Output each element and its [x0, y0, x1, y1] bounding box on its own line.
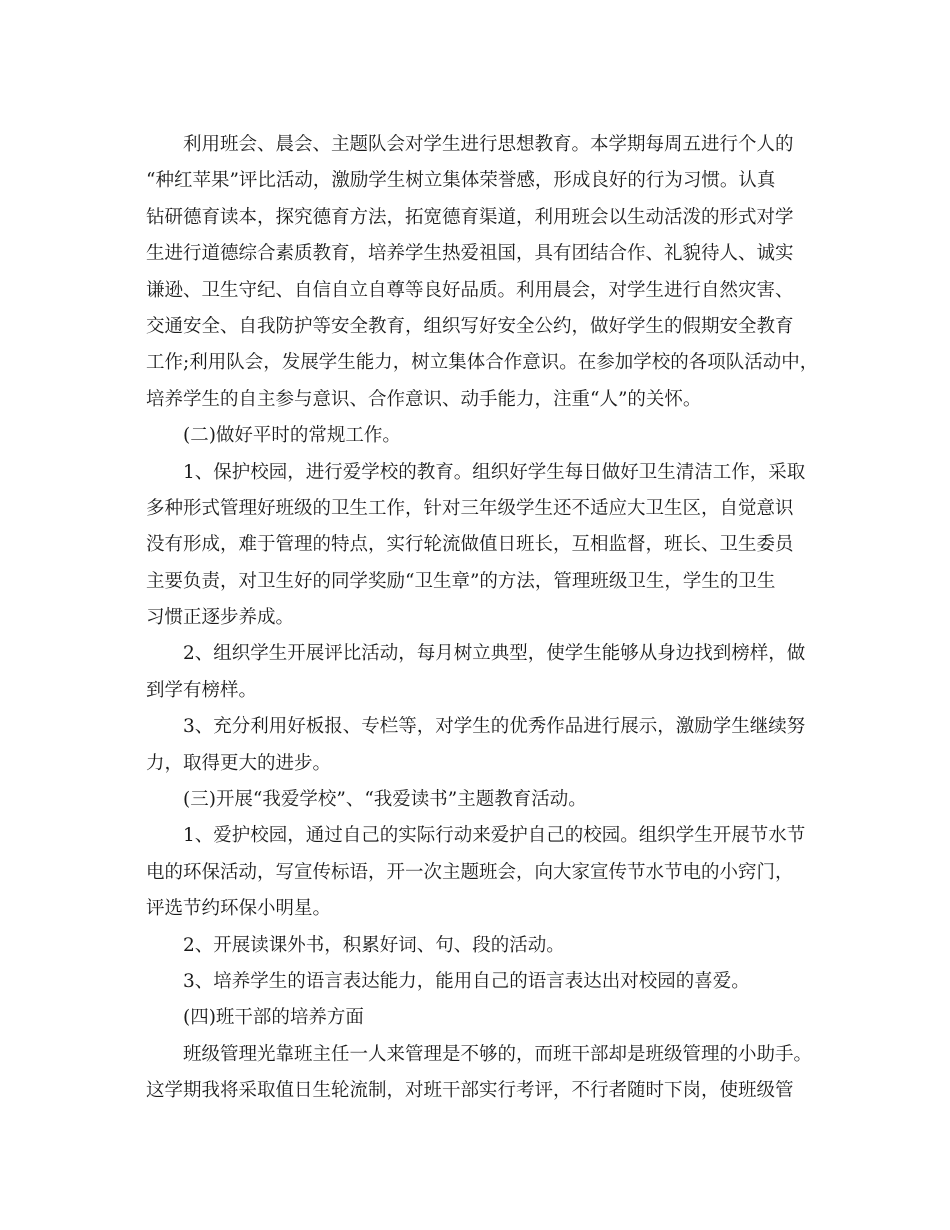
text-line: 2、开展读课外书，积累好词、句、段的活动。	[183, 934, 565, 956]
text-line: 到学有榜样。	[146, 679, 258, 701]
text-line: 电的环保活动，写宣传标语，开一次主题班会，向大家宣传节水节电的小窍门，	[146, 861, 794, 883]
text-line: 3、充分利用好板报、专栏等，对学生的优秀作品进行展示，激励学生继续努	[183, 716, 806, 738]
text-line: 利用班会、晨会、主题队会对学生进行思想教育。本学期每周五进行个人的	[183, 134, 794, 155]
text-line: 3、培养学生的语言表达能力，能用自己的语言表达出对校园的喜爱。	[183, 970, 750, 992]
text-line: 2、组织学生开展评比活动，每月树立典型，使学生能够从身边找到榜样，做	[183, 643, 806, 665]
text-line: 习惯正逐步养成。	[146, 607, 295, 629]
text-line: 评选节约环保小明星。	[146, 898, 332, 920]
text-line: 班级管理光靠班主任一人来管理是不够的，而班干部却是班级管理的小助手。	[183, 1043, 813, 1065]
text-line: 生进行道德综合素质教育，培养学生热爱祖国，具有团结合作、礼貌待人、诚实	[146, 243, 794, 265]
text-line: 1、爱护校园，通过自己的实际行动来爱护自己的校园。组织学生开展节水节	[183, 825, 806, 847]
text-line: 培养学生的自主参与意识、合作意识、动手能力，注重“人”的关怀。	[146, 388, 702, 410]
text-line: 没有形成，难于管理的特点，实行轮流做值日班长，互相监督，班长、卫生委员	[146, 534, 794, 556]
text-line: 力，取得更大的进步。	[146, 752, 332, 774]
text-line: 1、保护校园，进行爱学校的教育。组织好学生每日做好卫生清洁工作，采取	[183, 461, 806, 483]
text-line: 交通安全、自我防护等安全教育，组织写好安全公约，做好学生的假期安全教育	[146, 315, 794, 337]
document-body	[146, 127, 819, 1110]
section-heading: (二)做好平时的常规工作。	[183, 425, 401, 447]
text-line: “种红苹果”评比活动，激励学生树立集体荣誉感，形成良好的行为习惯。认真	[146, 170, 776, 192]
text-line: 多种形式管理好班级的卫生工作，针对三年级学生还不适应大卫生区，自觉意识	[146, 497, 794, 519]
text-line: 工作;利用队会，发展学生能力，树立集体合作意识。在参加学校的各项队活动中，	[146, 352, 819, 374]
text-line: 钻研德育读本，探究德育方法，拓宽德育渠道，利用班会以生动活泼的形式对学	[146, 206, 794, 228]
text-line: 谦逊、卫生守纪、自信自立自尊等良好品质。利用晨会，对学生进行自然灾害、	[146, 279, 794, 301]
text-line: 主要负责，对卫生好的同学奖励“卫生章”的方法，管理班级卫生，学生的卫生	[146, 570, 776, 592]
section-heading: (四)班干部的培养方面	[183, 1007, 364, 1029]
text-line: 这学期我将采取值日生轮流制，对班干部实行考评，不行者随时下岗，使班级管	[146, 1080, 794, 1102]
section-heading: (三)开展“我爱学校”、“我爱读书”主题教育活动。	[183, 789, 587, 811]
